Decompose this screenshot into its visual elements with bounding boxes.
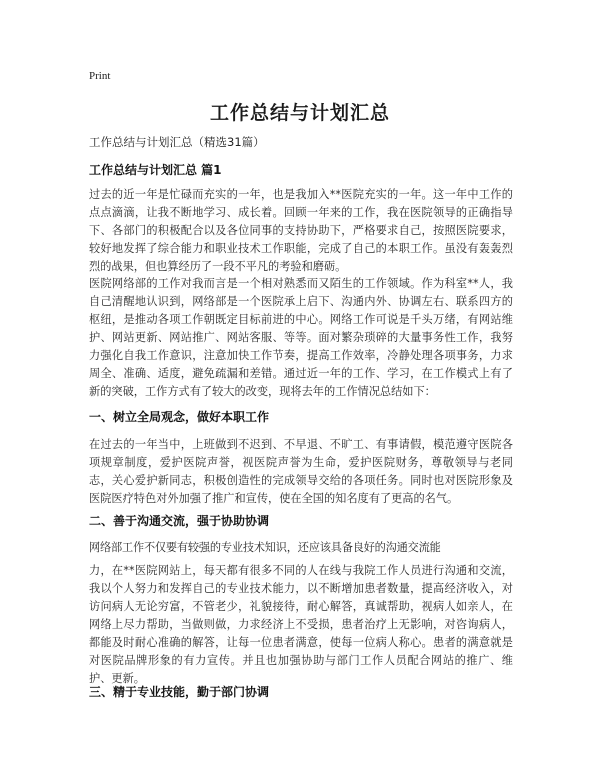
section-3-title: 三、精于专业技能，勤于部门协调 <box>89 685 270 699</box>
section-2-paragraph-2: 力，在**医院网站上，每天都有很多不同的人在线与我院工作人员进行沟通和交流，我以个人努力和发挥自己的专业技术能力，以不断增加患者数量，提高经济收入，对访问病人无论穷富，不管老少，礼貌接待，耐心解答，真诚帮助，视病人如亲人，在网络上尽力帮助，当做则做，力求经济上不受损，患者治疗上无影响，对咨询病人，都能及时耐心准确的解答，让每一位患者满意，使每一位病人称心。患者的满意就是对医院品牌形象的有力宣传。并且也加强协助与部门工作人员配合网站的推广、维护、更新。 <box>89 564 513 685</box>
section-1-paragraph: 在过去的一年当中，上班做到不迟到、不早退、不旷工、有事请假，模范遵守医院各项规章制度，爱护医院声誉，视医院声誉为生命，爱护医院财务，尊敬领导与老同志，关心爱护新同志，积极创造性的完成领导交给的各项任务。同时也对医院形象及医院医疗特色对外加强了推广和宣传，使在全国的知名度有了更高的名气。 <box>89 438 513 505</box>
section-1-title: 一、树立全局观念，做好本职工作 <box>89 410 270 424</box>
section-2-paragraph-1: 网络部工作不仅要有较强的专业技术知识，还应该具备良好的沟通交流能 <box>89 541 441 554</box>
section-2-title: 二、善于沟通交流，强于协助协调 <box>89 514 270 528</box>
paragraph-intro: 过去的近一年是忙碌而充实的一年，也是我加入**医院充实的一年。这一年中工作的点点滴滴，让我不断地学习、成长着。回顾一年来的工作，我在医院领导的正确指导下、各部门的积极配合以及各位同事的支持协助下，严格要求自己，按照医院要求，较好地发挥了综合能力和职业技术工作职能，完成了自己的本职工作。虽没有轰轰烈烈的战果，但也算经历了一段不平凡的考验和磨砺。 <box>89 188 513 273</box>
paragraph-network-dept: 医院网络部的工作对我而言是一个相对熟悉而又陌生的工作领域。作为科室**人，我自己清醒地认识到，网络部是一个医院承上启下、沟通内外、协调左右、联系四方的枢纽，是推动各项工作朝既定目标前进的中心。网络工作可说是千头万绪，有网站维护、网站更新、网站推广、网站客服、等等。面对繁杂琐碎的大量事务性工作，我努力强化自我工作意识，注意加快工作节奏，提高工作效率，冷静处理各项事务，力求周全、准确、适度，避免疏漏和差错。通过近一年的工作、学习，在工作模式上有了新的突破，工作方式有了较大的改变，现将去年的工作情况总结如下： <box>89 277 513 398</box>
chapter-title: 工作总结与计划汇总 篇1 <box>89 163 222 177</box>
document-subtitle: 工作总结与计划汇总（精选31篇） <box>89 135 265 149</box>
print-label: Print <box>89 70 111 82</box>
document-title: 工作总结与计划汇总 <box>209 102 390 124</box>
